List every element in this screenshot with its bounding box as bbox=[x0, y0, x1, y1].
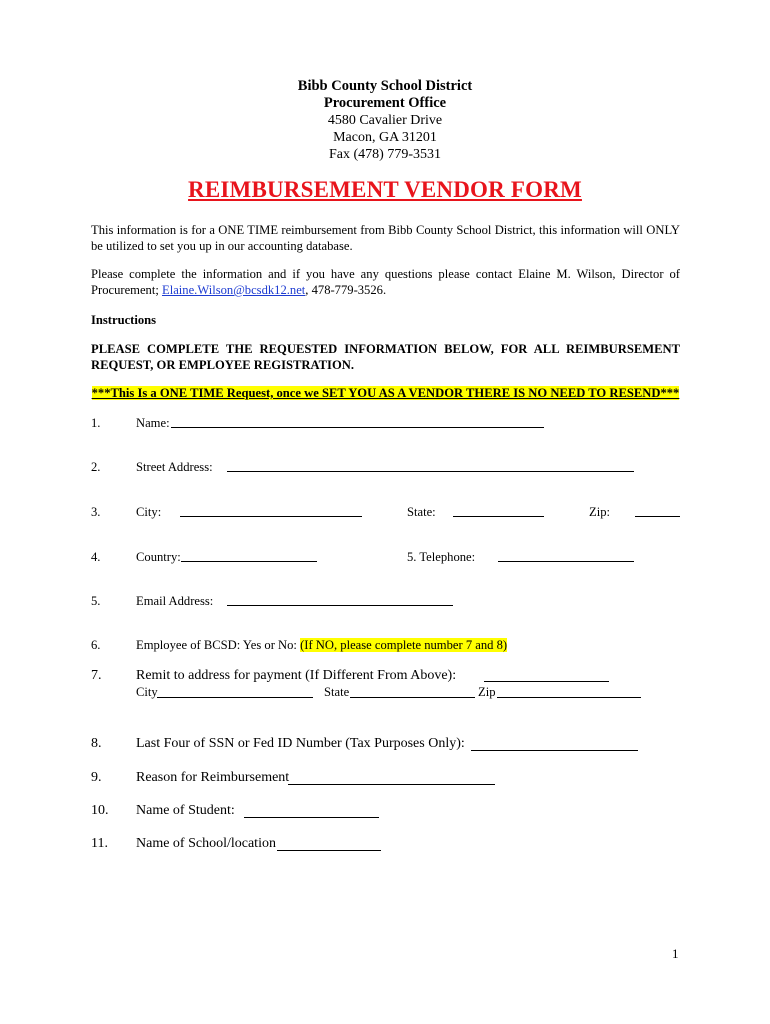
instructions-heading: Instructions bbox=[91, 313, 157, 327]
state-label: State: bbox=[407, 505, 436, 519]
remit-address-field[interactable] bbox=[484, 681, 609, 682]
city-field[interactable] bbox=[180, 516, 362, 517]
ssn-field[interactable] bbox=[471, 750, 638, 751]
country-field[interactable] bbox=[181, 561, 317, 562]
item-number: 8. bbox=[91, 736, 102, 751]
item-number: 3. bbox=[91, 505, 101, 519]
remit-zip-label: Zip bbox=[478, 685, 496, 699]
district-name: Bibb County School District bbox=[297, 78, 473, 94]
school-label: Name of School/location bbox=[136, 836, 276, 851]
item-number: 5. bbox=[91, 594, 101, 608]
state-field[interactable] bbox=[453, 516, 544, 517]
country-label: Country: bbox=[136, 550, 181, 564]
contact-phone: , 478-779-3526. bbox=[305, 283, 387, 297]
zip-label: Zip: bbox=[589, 505, 610, 519]
remit-city-label: City bbox=[136, 685, 158, 699]
employee-label: Employee of BCSD: Yes or No: bbox=[136, 638, 301, 652]
remit-label: Remit to address for payment (If Different From Above): bbox=[136, 668, 457, 683]
remit-state-label: State bbox=[324, 685, 350, 699]
intro-paragraph: This information is for a ONE TIME reimbursement from Bibb County School District, this information will ONLY be utilized to set you up in our accounting database. bbox=[91, 223, 680, 253]
email-field[interactable] bbox=[227, 605, 453, 606]
item-number: 6. bbox=[91, 638, 101, 652]
item-number: 4. bbox=[91, 550, 101, 564]
fax-number: Fax (478) 779-3531 bbox=[329, 147, 441, 162]
office-name: Procurement Office bbox=[323, 95, 447, 111]
page-number: 1 bbox=[672, 946, 679, 961]
contact-paragraph bbox=[91, 266, 680, 298]
telephone-label: 5. Telephone: bbox=[407, 550, 476, 564]
student-field[interactable] bbox=[244, 817, 379, 818]
reason-label: Reason for Reimbursement bbox=[136, 770, 290, 785]
employee-note: (If NO, please complete number 7 and 8) bbox=[300, 638, 508, 652]
street-label: Street Address: bbox=[136, 460, 213, 474]
employee-question bbox=[136, 638, 507, 653]
name-field[interactable] bbox=[171, 427, 544, 428]
item-number: 2. bbox=[91, 460, 101, 474]
item-number: 7. bbox=[91, 668, 102, 683]
item-number: 10. bbox=[91, 803, 109, 818]
telephone-field[interactable] bbox=[498, 561, 634, 562]
letterhead bbox=[0, 78, 770, 163]
item-number: 9. bbox=[91, 770, 102, 785]
item-number: 11. bbox=[91, 836, 108, 851]
student-label: Name of Student: bbox=[136, 803, 235, 818]
one-time-notice bbox=[91, 386, 680, 401]
remit-state-field[interactable] bbox=[350, 697, 475, 698]
street-field[interactable] bbox=[227, 471, 634, 472]
contact-text: Please complete the information and if you have any questions please contact Elaine M. Wilson, Director of Procurement; bbox=[91, 267, 680, 297]
instructions-text: PLEASE COMPLETE THE REQUESTED INFORMATION BELOW, FOR ALL REIMBURSEMENT REQUEST, OR EMPLOYEE REGISTRATION. bbox=[91, 342, 680, 372]
ssn-label: Last Four of SSN or Fed ID Number (Tax Purposes Only): bbox=[136, 736, 465, 751]
form-title: REIMBURSEMENT VENDOR FORM bbox=[188, 177, 582, 202]
remit-zip-field[interactable] bbox=[497, 697, 641, 698]
reason-field[interactable] bbox=[288, 784, 495, 785]
remit-city-field[interactable] bbox=[157, 697, 313, 698]
name-label: Name: bbox=[136, 416, 170, 430]
school-field[interactable] bbox=[277, 850, 381, 851]
notice-text: ***This Is a ONE TIME Request, once we SET YOU AS A VENDOR THERE IS NO NEED TO RESEND*** bbox=[91, 386, 680, 400]
city-state-zip: Macon, GA 31201 bbox=[333, 130, 437, 145]
item-number: 1. bbox=[91, 416, 101, 430]
email-label: Email Address: bbox=[136, 594, 214, 608]
street-address: 4580 Cavalier Drive bbox=[327, 113, 443, 128]
zip-field[interactable] bbox=[635, 516, 680, 517]
city-label: City: bbox=[136, 505, 162, 519]
contact-email-link[interactable]: Elaine.Wilson@bcsdk12.net bbox=[162, 283, 306, 297]
